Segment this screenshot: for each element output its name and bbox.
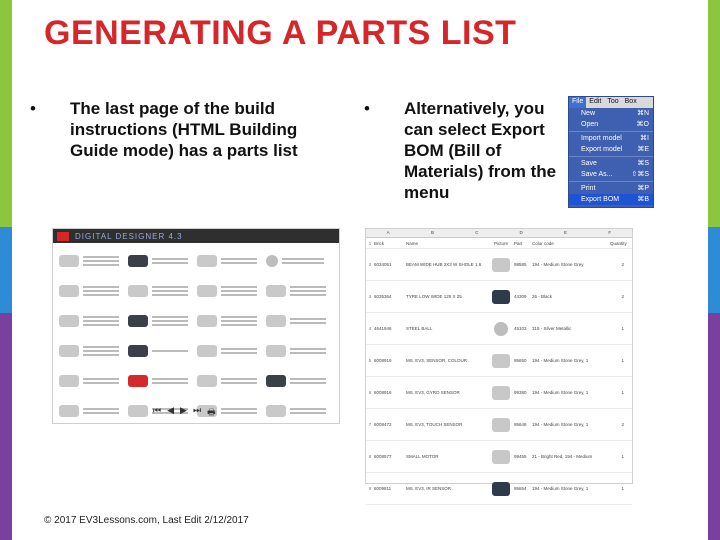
part-image — [266, 345, 286, 357]
color-code-cell: 315 - Silver Metallic — [532, 326, 572, 331]
menu-shortcut: ⌘O — [636, 121, 649, 128]
next-page-icon[interactable]: ▶ — [180, 405, 187, 415]
column-letter: F — [608, 230, 612, 235]
part-image — [59, 405, 79, 417]
picture-cell — [488, 322, 514, 336]
menu-divider — [569, 156, 653, 157]
header-cell: Color code — [532, 240, 554, 246]
quantity-cell: 1 — [621, 390, 624, 395]
picture-cell — [488, 386, 514, 400]
part-image — [492, 450, 510, 464]
part-image — [59, 345, 79, 357]
quantity-cell: 2 — [621, 422, 624, 427]
menu-divider — [569, 181, 653, 182]
menu-divider — [569, 131, 653, 132]
part-image — [59, 375, 79, 387]
part-cell: 45103 — [514, 326, 527, 331]
part-image — [266, 375, 286, 387]
column-letter: D — [519, 230, 523, 235]
column-letter: A — [386, 230, 390, 235]
last-page-icon[interactable]: ⏭ — [192, 405, 202, 415]
name-cell: SMALL MOTOR — [406, 454, 439, 459]
bullet-dot-icon: • — [364, 99, 370, 118]
name-cell: STEEL BALL — [406, 326, 433, 331]
part-thumb — [59, 369, 128, 393]
part-image — [266, 285, 286, 297]
menu-item-open[interactable] — [569, 119, 653, 130]
column-headers — [366, 229, 632, 238]
menu-item-new[interactable] — [569, 108, 653, 119]
row-number: 6 — [368, 390, 372, 395]
previous-page-icon[interactable]: ◀ — [167, 405, 175, 415]
part-image — [197, 285, 217, 297]
row-number: 9 — [368, 486, 372, 491]
name-cell: MS. EV3, GYRO SENSOR — [406, 390, 460, 395]
row-number: 3 — [368, 294, 372, 299]
table-row — [366, 377, 632, 409]
row-number: 2 — [368, 262, 372, 267]
part-thumb — [266, 249, 335, 273]
part-image — [59, 315, 79, 327]
picture-cell — [488, 354, 514, 368]
brick-id-cell: 6008916 — [374, 390, 392, 395]
part-cell: 99455 — [514, 454, 527, 459]
first-page-icon[interactable]: ⏮ — [153, 405, 162, 415]
part-cell: 99380 — [514, 390, 527, 395]
bom-spreadsheet — [365, 228, 633, 491]
part-thumb — [197, 369, 266, 393]
brick-id-cell: 4641946 — [374, 326, 392, 331]
part-thumb — [197, 279, 266, 303]
row-number: 7 — [368, 422, 372, 427]
part-image — [197, 315, 217, 327]
menu-item-label: Open — [581, 121, 599, 128]
part-image — [128, 285, 148, 297]
part-thumb — [266, 399, 335, 423]
menu-item-label: Export BOM — [581, 196, 620, 203]
part-image — [128, 315, 148, 327]
guide-header — [53, 229, 339, 243]
menu-item-export-bom[interactable] — [569, 194, 653, 205]
color-code-cell: 26 - Black — [532, 294, 553, 299]
menu-shortcut: ⌘E — [637, 146, 649, 153]
picture-cell — [488, 450, 514, 464]
menu-item-label: Print — [581, 185, 596, 192]
part-thumb — [197, 339, 266, 363]
sheet-header-row — [366, 238, 632, 249]
part-thumb — [266, 339, 335, 363]
color-code-cell: 194 - Medium Stone Grey — [532, 262, 584, 267]
part-image — [128, 345, 148, 357]
brick-id-cell: 6009811 — [374, 486, 392, 491]
menu-item-import-model[interactable] — [569, 133, 653, 144]
part-thumb — [128, 309, 197, 333]
part-image — [197, 345, 217, 357]
name-cell: BEAM WIDE HUB 2X3 W SHOLE 1.6 — [406, 262, 482, 267]
part-image — [492, 354, 510, 368]
header-cell: Picture — [493, 240, 508, 246]
header-cell: Part — [514, 240, 523, 246]
copyright-footer: © 2017 EV3Lessons.com, Last Edit 2/12/2017 — [44, 515, 249, 526]
menu-shortcut: ⌘I — [640, 135, 649, 142]
part-thumb — [266, 279, 335, 303]
quantity-cell: 1 — [621, 358, 624, 363]
row-number: 1 — [368, 240, 372, 246]
brick-id-cell: 6008919 — [374, 358, 392, 363]
row-number: 8 — [368, 454, 372, 459]
part-thumb — [59, 249, 128, 273]
menu-item-label: Save As... — [581, 171, 613, 178]
part-thumb — [197, 249, 266, 273]
row-number: 4 — [368, 326, 372, 331]
bullet-dot-icon: • — [30, 99, 36, 118]
menu-shortcut: ⌘P — [637, 185, 649, 192]
quantity-cell: 1 — [621, 454, 624, 459]
name-cell: MS. EV3, TOUCH SENSOR — [406, 422, 463, 427]
menu-item-save[interactable] — [569, 158, 653, 169]
lego-logo-icon — [57, 232, 69, 241]
table-row — [366, 441, 632, 473]
table-row — [366, 409, 632, 441]
color-code-cell: 194 - Medium Stone Grey, 1 — [532, 486, 589, 491]
part-image — [59, 285, 79, 297]
part-thumb — [128, 339, 197, 363]
quantity-cell: 1 — [621, 486, 624, 491]
menu-bar-tool[interactable]: Too — [607, 98, 619, 105]
part-cell: 95648 — [514, 422, 527, 427]
part-thumb — [128, 279, 197, 303]
menu-item-print[interactable] — [569, 183, 653, 194]
file-menu-screenshot — [568, 96, 654, 208]
print-icon[interactable]: 🖶 — [207, 407, 216, 417]
quantity-cell: 2 — [621, 294, 624, 299]
part-image — [128, 405, 148, 417]
table-row — [366, 345, 632, 377]
part-thumb — [59, 309, 128, 333]
part-thumb — [59, 399, 128, 423]
menu-shortcut: ⌘N — [636, 110, 649, 117]
color-code-cell: 194 - Medium Stone Grey, 1 — [532, 390, 589, 395]
picture-cell — [488, 482, 514, 496]
menu-bar — [569, 97, 653, 108]
bullet-left-text: The last page of the build instructions (HTML Building Guide mode) has a parts list — [70, 99, 298, 160]
menu-bar-edit[interactable]: Edit — [589, 98, 602, 105]
part-image — [494, 322, 508, 336]
table-row — [366, 281, 632, 313]
column-letter: B — [430, 230, 434, 235]
menu-item-label: Save — [581, 160, 597, 167]
bullet-right-text: Alternatively, you can select Export BOM (Bill of Materials) from the menu — [404, 99, 557, 202]
part-image — [492, 418, 510, 432]
table-row — [366, 313, 632, 345]
part-image — [492, 258, 510, 272]
color-code-cell: 194 - Medium Stone Grey, 1 — [532, 358, 589, 363]
part-image — [128, 375, 148, 387]
left-accent-bar — [0, 0, 12, 540]
part-image — [266, 405, 286, 417]
column-letter: C — [475, 230, 479, 235]
part-thumb — [266, 369, 335, 393]
row-number: 5 — [368, 358, 372, 363]
picture-cell — [488, 290, 514, 304]
name-cell: MS. EV3, SENSOR, COLOUR — [406, 358, 468, 363]
brick-id-cell: 6008577 — [374, 454, 392, 459]
part-thumb — [197, 309, 266, 333]
slide-title: GENERATING A PARTS LIST — [44, 14, 517, 52]
column-letter: E — [563, 230, 567, 235]
picture-cell — [488, 418, 514, 432]
menu-item-save-as[interactable] — [569, 169, 653, 180]
building-guide-parts-page — [52, 228, 340, 424]
part-image — [128, 255, 148, 267]
brick-id-cell: 6034051 — [374, 262, 392, 267]
parts-thumbnail-grid — [59, 249, 335, 423]
part-thumb — [128, 369, 197, 393]
part-image — [266, 255, 278, 267]
guide-navigation — [153, 405, 216, 421]
table-row — [366, 249, 632, 281]
part-image — [492, 290, 510, 304]
brick-id-cell: 6008472 — [374, 422, 392, 427]
part-image — [266, 315, 286, 327]
part-thumb — [266, 309, 335, 333]
color-code-cell: 194 - Medium Stone Grey, 1 — [532, 422, 589, 427]
part-thumb — [59, 279, 128, 303]
quantity-cell: 2 — [621, 262, 624, 267]
part-image — [492, 482, 510, 496]
right-accent-bar — [708, 0, 720, 540]
menu-item-label: Export model — [581, 146, 623, 153]
picture-cell — [488, 258, 514, 272]
part-thumb — [59, 339, 128, 363]
part-cell: 98585 — [514, 262, 527, 267]
sheet-rows — [366, 249, 632, 505]
menu-item-export-model[interactable] — [569, 144, 653, 155]
header-cell: Name — [406, 240, 419, 246]
guide-header-title: DIGITAL DESIGNER 4.3 — [75, 231, 183, 241]
menu-shortcut: ⌘B — [637, 196, 649, 203]
name-cell: TYRE LOW WIDE 125 X 25 — [406, 294, 462, 299]
color-code-cell: 21 - Bright Red, 194 - Medium — [532, 454, 593, 459]
part-image — [59, 255, 79, 267]
quantity-cell: 1 — [621, 326, 624, 331]
header-cell: Quantity — [610, 240, 627, 246]
menu-item-label: New — [581, 110, 596, 117]
menu-shortcut: ⇧⌘S — [631, 171, 649, 178]
menu-bar-file[interactable]: File — [569, 97, 586, 108]
part-cell: 44309 — [514, 294, 527, 299]
part-cell: 95650 — [514, 358, 527, 363]
menu-shortcut: ⌘S — [637, 160, 649, 167]
menu-item-label: Import model — [581, 135, 622, 142]
brick-id-cell: 6035364 — [374, 294, 392, 299]
part-thumb — [128, 249, 197, 273]
part-image — [197, 255, 217, 267]
name-cell: MS. EV3, IR SENSOR — [406, 486, 452, 491]
part-image — [492, 386, 510, 400]
part-cell: 95654 — [514, 486, 527, 491]
part-image — [197, 375, 217, 387]
header-cell: Brick — [374, 240, 384, 246]
table-row — [366, 473, 632, 505]
menu-bar-box[interactable]: Box — [624, 98, 637, 105]
